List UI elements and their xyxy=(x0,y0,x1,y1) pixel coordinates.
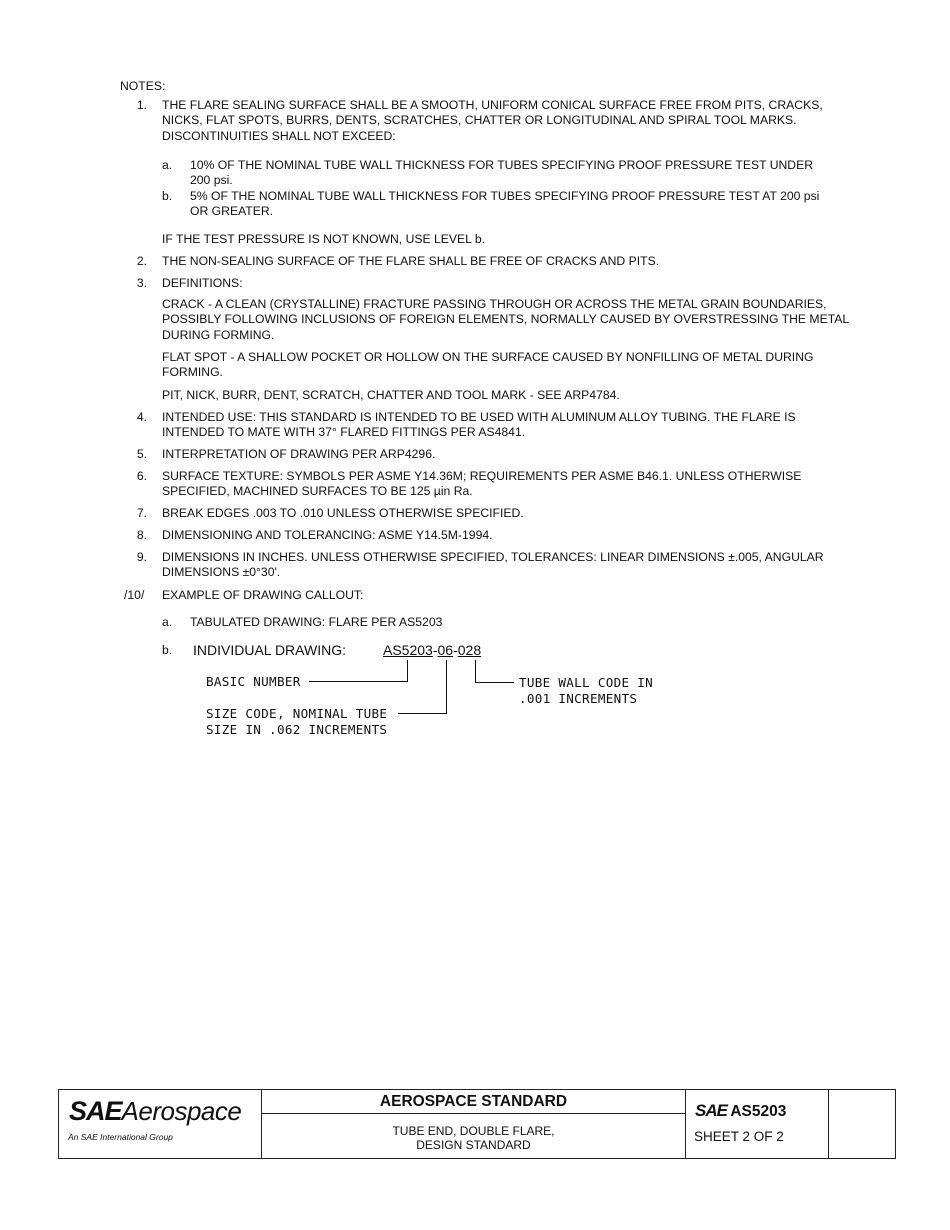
size-code-label: SIZE CODE, NOMINAL TUBE xyxy=(206,706,388,721)
definition-text: FLAT SPOT - A SHALLOW POCKET OR HOLLOW ON THE SURFACE CAUSED BY NONFILLING OF METAL DURING FORMING. xyxy=(162,350,814,380)
note-text: THE FLARE SEALING SURFACE SHALL BE A SMOOTH, UNIFORM CONICAL SURFACE FREE FROM PITS, CRACKS, NICKS, FLAT SPOTS, BURRS, DENTS, SCRATCHES, CHATTER OR LONGITUDINAL AND SPIRAL TOOL MARKS. DISCONTINUITIES SHALL NOT EXCEED: xyxy=(162,98,823,143)
note-number: 7. xyxy=(136,506,147,520)
leader-line xyxy=(475,660,476,683)
note-number: 8. xyxy=(136,528,147,542)
leader-line xyxy=(398,713,447,714)
sae-logo-mark: SAE xyxy=(69,1096,122,1126)
logo-tagline: An SAE International Group xyxy=(68,1132,173,1142)
document-number xyxy=(695,1103,786,1120)
sae-aerospace-logo xyxy=(69,1096,242,1126)
note-number: 6. xyxy=(136,469,147,483)
definition-text: PIT, NICK, BURR, DENT, SCRATCH, CHATTER AND TOOL MARK - SEE ARP4784. xyxy=(162,388,620,402)
note-number: /10/ xyxy=(124,588,145,602)
note-sub-letter: a. xyxy=(162,615,173,629)
logo-cell xyxy=(59,1090,262,1158)
note-number: 3. xyxy=(136,276,147,290)
note-sub-letter: b. xyxy=(162,643,173,657)
standard-title: AEROSPACE STANDARD xyxy=(262,1090,685,1114)
note-number: 4. xyxy=(136,410,147,424)
callout-part-number xyxy=(383,642,481,659)
sae-small-logo: SAE xyxy=(695,1101,727,1120)
separator-dash: - xyxy=(432,642,438,658)
aerospace-logo-text: Aerospace xyxy=(121,1096,242,1126)
doc-number-text: AS5203 xyxy=(730,1103,787,1120)
note-number: 9. xyxy=(136,550,147,564)
size-code-value: 06 xyxy=(437,642,454,658)
note-number: 2. xyxy=(136,254,147,268)
note-text: DIMENSIONING AND TOLERANCING: ASME Y14.5M-1994. xyxy=(162,528,493,542)
note-text: BREAK EDGES .003 TO .010 UNLESS OTHERWISE SPECIFIED. xyxy=(162,506,524,520)
note-text: SURFACE TEXTURE: SYMBOLS PER ASME Y14.36M; REQUIREMENTS PER ASME B46.1. UNLESS OTHERWISE SPECIFIED, MACHINED SURFACES TO BE 125 µin Ra. xyxy=(162,469,802,499)
note-text: INTENDED USE: THIS STANDARD IS INTENDED TO BE USED WITH ALUMINUM ALLOY TUBING. THE FLARE IS INTENDED TO MATE WITH 37° FLARED FITTINGS PER AS4841. xyxy=(162,410,796,440)
description-cell xyxy=(262,1090,686,1158)
separator-dash: - xyxy=(453,642,458,658)
callout-label: INDIVIDUAL DRAWING: xyxy=(193,642,346,658)
description-line: TUBE END, DOUBLE FLARE, xyxy=(392,1124,555,1138)
note-sub-letter: a. xyxy=(162,158,173,172)
note-sub-text: 5% OF THE NOMINAL TUBE WALL THICKNESS FOR TUBES SPECIFYING PROOF PRESSURE TEST AT 200 psi OR GREATER. xyxy=(190,189,820,219)
title-block xyxy=(58,1089,896,1159)
leader-line xyxy=(446,660,447,714)
note-text: INTERPRETATION OF DRAWING PER ARP4296. xyxy=(162,447,436,461)
blank-cell xyxy=(829,1090,895,1158)
sheet-number: SHEET 2 OF 2 xyxy=(694,1129,784,1144)
basic-number-label: BASIC NUMBER xyxy=(206,674,301,689)
wall-code-label: .001 INCREMENTS xyxy=(519,691,638,706)
note-text: DIMENSIONS IN INCHES. UNLESS OTHERWISE SPECIFIED, TOLERANCES: LINEAR DIMENSIONS ±.005, ANGULAR DIMENSIONS ±0°30'. xyxy=(162,550,824,580)
basic-number-value: AS5203 xyxy=(383,642,433,658)
note-number: 1. xyxy=(136,98,147,112)
wall-code-value: 028 xyxy=(457,642,482,658)
leader-line xyxy=(309,681,408,682)
leader-line xyxy=(407,660,408,682)
note-text: EXAMPLE OF DRAWING CALLOUT: xyxy=(162,588,364,602)
document-number-cell xyxy=(686,1090,829,1158)
note-text: IF THE TEST PRESSURE IS NOT KNOWN, USE LEVEL b. xyxy=(162,232,486,246)
note-text: THE NON-SEALING SURFACE OF THE FLARE SHALL BE FREE OF CRACKS AND PITS. xyxy=(162,254,660,268)
note-text: DEFINITIONS: xyxy=(162,276,243,290)
description-line: DESIGN STANDARD xyxy=(416,1138,531,1152)
leader-line xyxy=(475,682,514,683)
note-sub-text: TABULATED DRAWING: FLARE PER AS5203 xyxy=(190,615,443,629)
note-sub-letter: b. xyxy=(162,189,173,203)
note-sub-text: 10% OF THE NOMINAL TUBE WALL THICKNESS FOR TUBES SPECIFYING PROOF PRESSURE TEST UNDER 200 psi. xyxy=(190,158,814,188)
size-code-label: SIZE IN .062 INCREMENTS xyxy=(206,722,388,737)
wall-code-label: TUBE WALL CODE IN xyxy=(519,675,653,690)
note-number: 5. xyxy=(136,447,147,461)
notes-title: NOTES: xyxy=(120,79,166,93)
definition-text: CRACK - A CLEAN (CRYSTALLINE) FRACTURE PASSING THROUGH OR ACROSS THE METAL GRAIN BOUNDARIES, POSSIBLY FOLLOWING INCLUSIONS OF FOREIGN ELEMENTS, NORMALLY CAUSED BY OVERSTRESSING THE METAL DURING FORMING. xyxy=(162,297,849,342)
